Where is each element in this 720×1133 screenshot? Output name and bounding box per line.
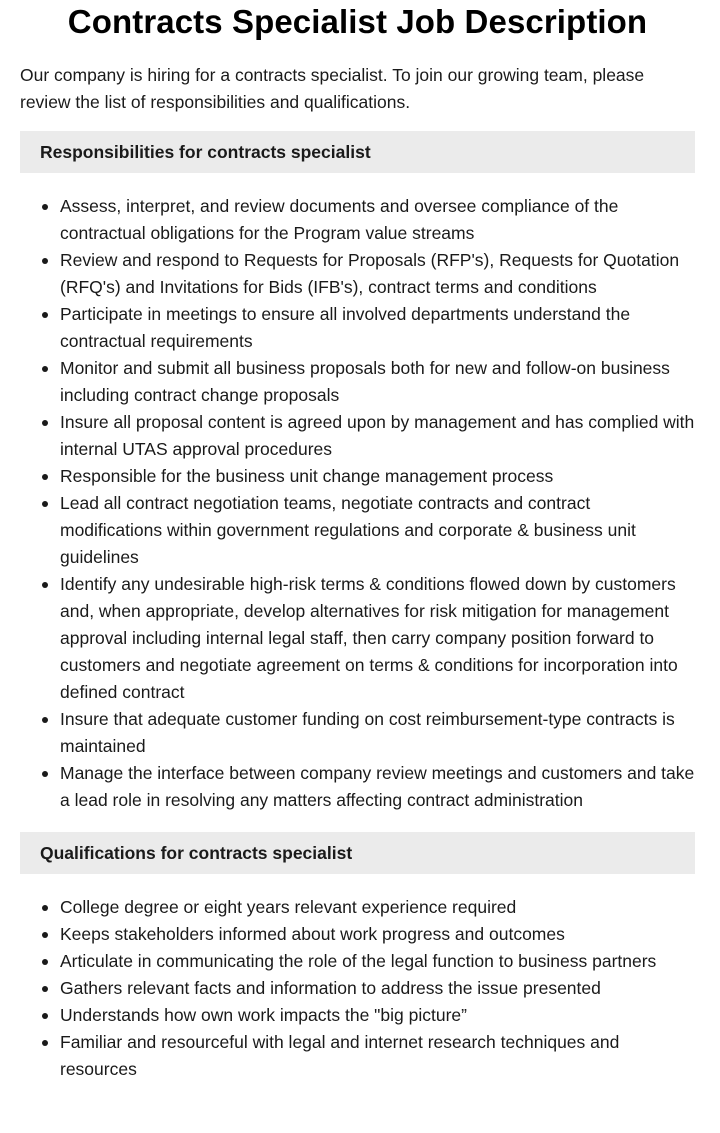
- qualification-item: College degree or eight years relevant experience required: [60, 894, 695, 921]
- qualification-item: Understands how own work impacts the "big picture”: [60, 1002, 695, 1029]
- responsibility-item: Insure all proposal content is agreed upon by management and has complied with internal UTAS approval procedures: [60, 409, 695, 463]
- qualification-item: Articulate in communicating the role of the legal function to business partners: [60, 948, 695, 975]
- responsibility-item: Participate in meetings to ensure all involved departments understand the contractual requirements: [60, 301, 695, 355]
- responsibility-item: Review and respond to Requests for Proposals (RFP's), Requests for Quotation (RFQ's) and Invitations for Bids (IFB's), contract terms and conditions: [60, 247, 695, 301]
- responsibility-item: Identify any undesirable high-risk terms & conditions flowed down by customers and, when appropriate, develop alternatives for risk mitigation for management approval including internal legal staff, then carry company position forward to customers and negotiate agreement on terms & conditions for incorporation into defined contract: [60, 571, 695, 706]
- responsibility-item: Insure that adequate customer funding on cost reimbursement-type contracts is maintained: [60, 706, 695, 760]
- responsibility-item: Manage the interface between company review meetings and customers and take a lead role in resolving any matters affecting contract administration: [60, 760, 695, 814]
- qualification-item: Gathers relevant facts and information to address the issue presented: [60, 975, 695, 1002]
- responsibility-item: Responsible for the business unit change management process: [60, 463, 695, 490]
- page-title: Contracts Specialist Job Description: [67, 3, 648, 40]
- responsibility-item: Monitor and submit all business proposals both for new and follow-on business including contract change proposals: [60, 355, 695, 409]
- responsibilities-list: [20, 193, 695, 814]
- intro-paragraph: Our company is hiring for a contracts specialist. To join our growing team, please review the list of responsibilities and qualifications.: [20, 65, 645, 112]
- qualification-item: Familiar and resourceful with legal and internet research techniques and resources: [60, 1029, 695, 1083]
- responsibility-item: Lead all contract negotiation teams, negotiate contracts and contract modifications within government regulations and corporate & business unit guidelines: [60, 490, 695, 571]
- qualification-item: Keeps stakeholders informed about work progress and outcomes: [60, 921, 695, 948]
- qualifications-list: [20, 894, 695, 1083]
- responsibility-item: Assess, interpret, and review documents and oversee compliance of the contractual obligations for the Program value streams: [60, 193, 695, 247]
- responsibilities-heading: Responsibilities for contracts specialist: [20, 131, 695, 173]
- qualifications-heading: Qualifications for contracts specialist: [20, 832, 695, 874]
